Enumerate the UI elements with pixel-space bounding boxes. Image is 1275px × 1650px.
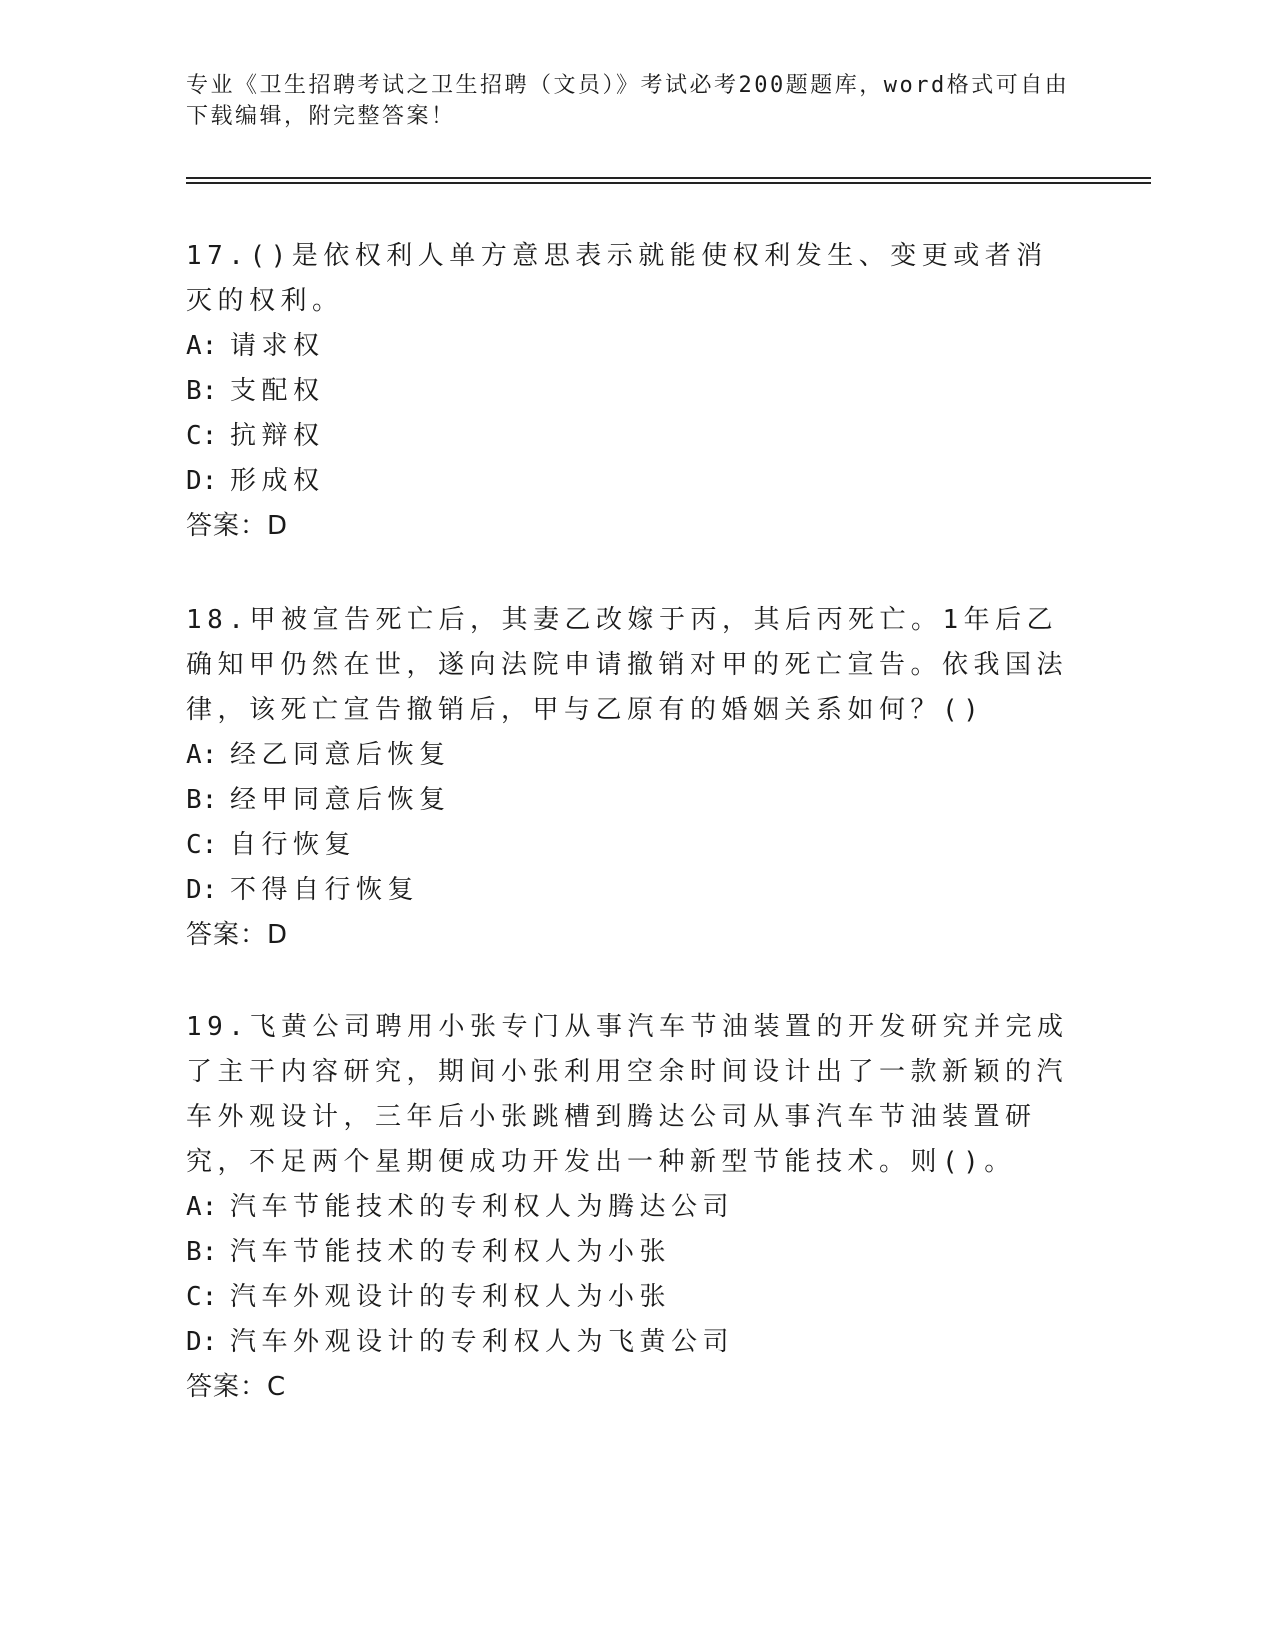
option-text: 经甲同意后恢复 — [230, 785, 451, 815]
question-text: 18.甲被宣告死亡后，其妻乙改嫁于丙，其后丙死亡。1年后乙确知甲仍然在世，遂向法院申请撤销对甲的死亡宣告。依我国法律，该死亡宣告撤销后，甲与乙原有的婚姻关系如何？() — [186, 605, 1069, 725]
option-text: 抗辩权 — [230, 421, 325, 451]
option-letter: B: — [186, 785, 218, 815]
option-a — [186, 1185, 1076, 1230]
option-b — [186, 369, 1076, 414]
option-c — [186, 414, 1076, 459]
option-a — [186, 733, 1076, 778]
option-text: 形成权 — [230, 466, 325, 496]
option-letter: B: — [186, 376, 218, 406]
answer-line: 答案：D — [186, 920, 289, 950]
option-d — [186, 868, 1076, 913]
option-text: 自行恢复 — [230, 830, 357, 860]
option-letter: D: — [186, 1327, 218, 1357]
option-text: 不得自行恢复 — [230, 875, 420, 905]
option-letter: A: — [186, 1192, 218, 1222]
option-letter: C: — [186, 1282, 218, 1312]
option-letter: A: — [186, 740, 218, 770]
option-text: 汽车节能技术的专利权人为腾达公司 — [230, 1192, 735, 1222]
option-a — [186, 324, 1076, 369]
option-letter: C: — [186, 830, 218, 860]
option-letter: D: — [186, 875, 218, 905]
question-19 — [186, 1005, 1076, 1410]
answer-line: 答案：D — [186, 511, 289, 541]
question-text: 19.飞黄公司聘用小张专门从事汽车节油装置的开发研究并完成了主干内容研究，期间小张利用空余时间设计出了一款新颖的汽车外观设计，三年后小张跳槽到腾达公司从事汽车节油装置研究，不足两个星期便成功开发出一种新型节能技术。则()。 — [186, 1012, 1069, 1177]
option-letter: C: — [186, 421, 218, 451]
option-c — [186, 1275, 1076, 1320]
document-header: 专业《卫生招聘考试之卫生招聘（文员）》考试必考200题题库，word格式可自由下载编辑，附完整答案！ — [186, 73, 1070, 129]
header-rule-bottom — [186, 182, 1151, 184]
option-text: 支配权 — [230, 376, 325, 406]
option-text: 经乙同意后恢复 — [230, 740, 451, 770]
option-text: 汽车节能技术的专利权人为小张 — [230, 1237, 672, 1267]
option-d — [186, 1320, 1076, 1365]
answer-line: 答案：C — [186, 1372, 287, 1402]
option-d — [186, 459, 1076, 504]
option-letter: D: — [186, 466, 218, 496]
option-letter: A: — [186, 331, 218, 361]
question-18 — [186, 598, 1076, 958]
option-text: 请求权 — [230, 331, 325, 361]
question-17 — [186, 234, 1076, 549]
option-text: 汽车外观设计的专利权人为小张 — [230, 1282, 672, 1312]
option-letter: B: — [186, 1237, 218, 1267]
option-b — [186, 778, 1076, 823]
option-text: 汽车外观设计的专利权人为飞黄公司 — [230, 1327, 735, 1357]
option-c — [186, 823, 1076, 868]
header-rule-top — [186, 177, 1151, 179]
question-text: 17.()是依权利人单方意思表示就能使权利发生、变更或者消灭的权利。 — [186, 241, 1048, 316]
option-b — [186, 1230, 1076, 1275]
